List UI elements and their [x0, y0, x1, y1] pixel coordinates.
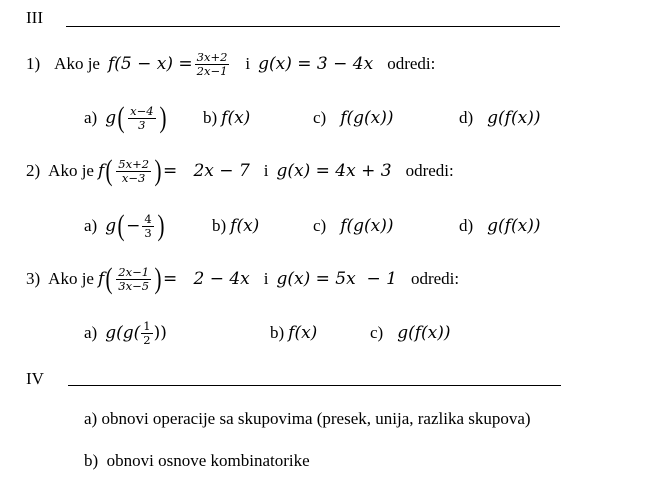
task-1-statement: [26, 47, 435, 81]
answer-line-iv: [68, 385, 561, 386]
task-3-fraction-numerator: 2x−1: [118, 264, 150, 279]
task-1-fraction: [195, 51, 230, 78]
task-3-intro: Ako je: [48, 269, 94, 288]
task-2-part-c-label: c): [313, 216, 327, 235]
task-2-rhs: = 2x − 7: [163, 161, 250, 181]
task-1-part-d: [459, 100, 540, 136]
task-2-part-a-numerator: 4: [144, 211, 152, 226]
task-1-part-a: [84, 100, 168, 136]
task-3-conjunction: i: [263, 269, 269, 288]
task-1-part-b: [203, 100, 250, 136]
task-3-fraction-denominator: 3x−5: [118, 278, 150, 293]
task-2-number: 2): [26, 161, 41, 180]
task-1-part-c-expr: f(g(x)): [340, 108, 394, 128]
task-1-verb: odredi:: [387, 54, 436, 73]
task-2-fraction: [116, 158, 151, 185]
task-3-part-b-label: b): [270, 323, 285, 342]
task-3-part-b-expr: f(x): [288, 323, 318, 343]
task-2-part-d-expr: g(f(x)): [487, 216, 541, 236]
task-2-part-c-expr: f(g(x)): [340, 216, 394, 236]
section-heading-iii: III: [26, 8, 43, 27]
task-3-part-a-denominator: 2: [143, 332, 151, 347]
open-paren-icon: (: [117, 209, 125, 242]
task-1-part-b-expr: f(x): [221, 108, 251, 128]
task-1-fraction-denominator: 2x−1: [196, 63, 228, 78]
task-3-part-a-prefix: g(g(: [105, 323, 141, 343]
section-iv-item-b: b) obnovi osnove kombinatorike: [84, 451, 310, 470]
task-2-part-d: [459, 207, 540, 245]
close-paren-icon: ): [159, 101, 167, 134]
task-2-part-c: [313, 207, 394, 245]
task-1-part-a-g: g: [105, 108, 117, 128]
task-1-part-a-denominator: 3: [138, 117, 146, 132]
task-1-part-a-label: a): [84, 108, 98, 127]
open-paren-icon: (: [105, 262, 113, 295]
close-paren-icon: ): [154, 262, 162, 295]
task-2-part-b-expr: f(x): [230, 216, 260, 236]
task-1-number: 1): [26, 54, 41, 73]
task-2-g-definition: g(x) = 4x + 3: [276, 161, 392, 181]
task-3-part-c: [370, 315, 451, 351]
task-1-part-b-label: b): [203, 108, 218, 127]
task-1-part-d-label: d): [459, 108, 474, 127]
task-1-part-a-numerator: x−4: [130, 103, 154, 118]
task-3-fraction: [116, 266, 151, 293]
task-2-f-name: f: [97, 161, 105, 181]
close-paren-icon: ): [157, 209, 165, 242]
task-2-conjunction: i: [263, 161, 269, 180]
task-3-verb: odredi:: [410, 269, 460, 288]
task-3-rhs: = 2 − 4x: [163, 269, 250, 289]
task-2-part-a-sign: −: [126, 216, 141, 236]
task-1-g-definition: g(x) = 3 − 4x: [258, 54, 374, 74]
task-3-part-a: [84, 315, 167, 351]
task-3-part-c-label: c): [370, 323, 384, 342]
task-3-part-a-suffix: )): [153, 323, 167, 343]
task-2-statement: [26, 152, 454, 190]
task-1-intro: Ako je: [54, 54, 100, 73]
task-3-part-a-numerator: 1: [143, 318, 151, 333]
task-1-part-c-label: c): [313, 108, 327, 127]
task-2-part-b-label: b): [212, 216, 227, 235]
task-2-part-a-label: a): [84, 216, 98, 235]
task-3-statement: [26, 259, 459, 299]
task-3-part-c-expr: g(f(x)): [397, 323, 451, 343]
task-2-fraction-numerator: 5x+2: [118, 156, 150, 171]
task-3-part-b: [270, 315, 317, 351]
section-heading-iv: IV: [26, 369, 44, 388]
task-2-part-a-denominator: 3: [144, 225, 152, 240]
task-1-conjunction: i: [245, 54, 251, 73]
task-1-part-d-expr: g(f(x)): [487, 108, 541, 128]
task-3-g-definition: g(x) = 5x − 1: [276, 269, 397, 289]
task-2-intro: Ako je: [48, 161, 94, 180]
task-2-part-a-fraction: [142, 213, 153, 240]
answer-line-iii: [66, 26, 560, 27]
close-paren-icon: ): [154, 154, 162, 187]
section-iv-item-a: a) obnovi operacije sa skupovima (presek, unija, razlika skupova): [84, 409, 531, 428]
task-1-f-argument: f(5 − x) =: [107, 54, 193, 74]
task-3-f-name: f: [97, 269, 105, 289]
task-1-part-c: [313, 100, 394, 136]
task-2-part-b: [212, 207, 259, 245]
task-3-part-a-label: a): [84, 323, 98, 342]
open-paren-icon: (: [105, 154, 113, 187]
task-2-part-a: [84, 207, 166, 245]
task-3-part-a-fraction: [141, 320, 152, 347]
task-1-fraction-numerator: 3x+2: [196, 49, 228, 64]
task-3-number: 3): [26, 269, 41, 288]
task-2-part-a-g: g: [105, 216, 117, 236]
task-2-fraction-denominator: x−3: [121, 170, 146, 185]
task-1-part-a-fraction: [128, 105, 155, 132]
task-2-verb: odredi:: [405, 161, 454, 180]
task-2-part-d-label: d): [459, 216, 474, 235]
open-paren-icon: (: [117, 101, 125, 134]
